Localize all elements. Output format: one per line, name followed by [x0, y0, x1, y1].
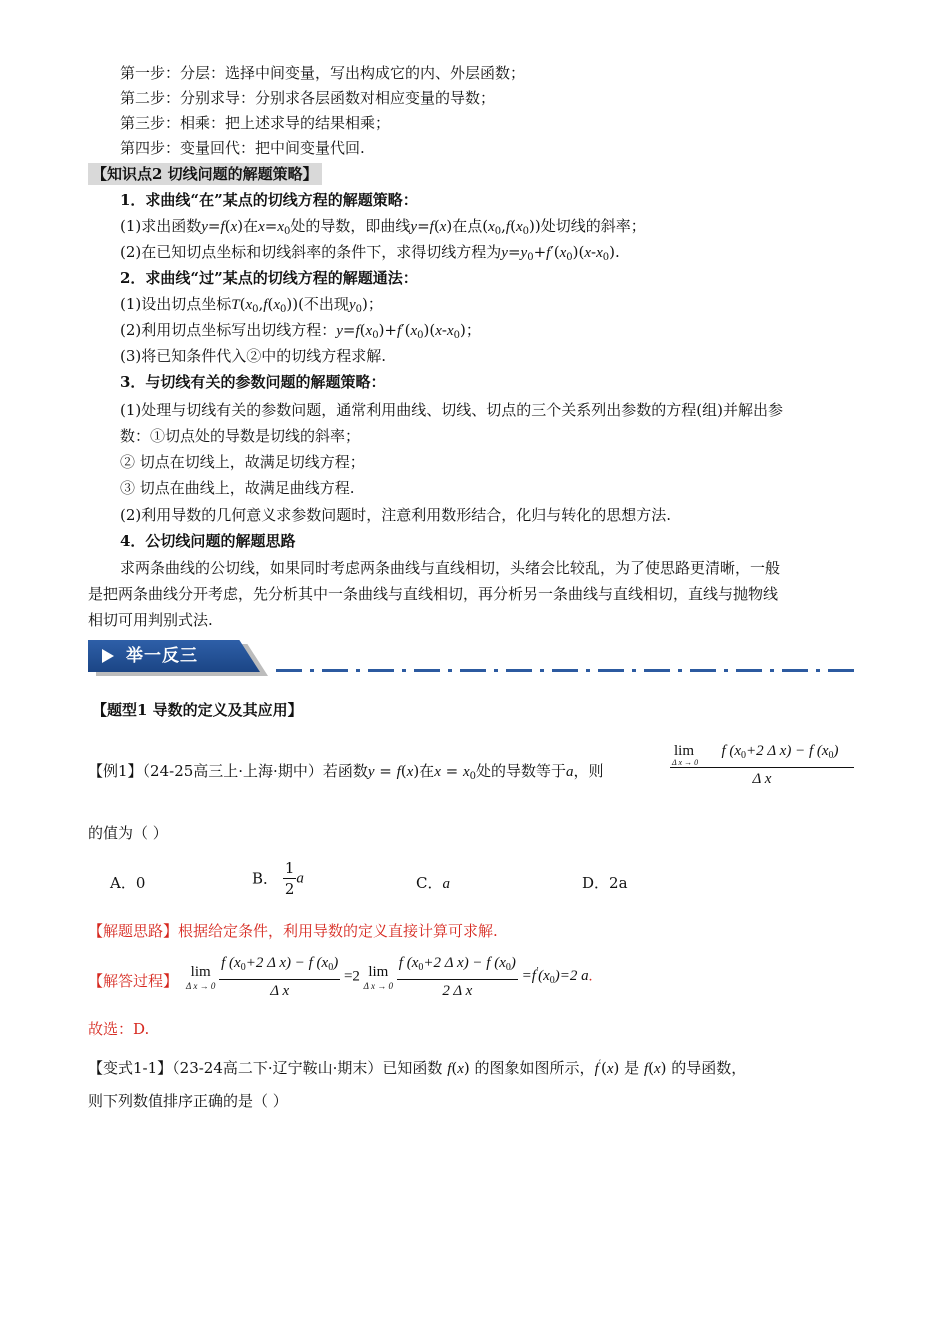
variant-1-1-stem-line-2: 则下列数值排序正确的是（ ）: [88, 1092, 288, 1110]
option-d[interactable]: D．2a: [582, 874, 628, 892]
answer: 故选：D.: [88, 1020, 150, 1038]
example-1-limit-expression: lim Δ x → 0 f ($x_0+2$ Δ x) − f $(x_0)$ Δ x: [670, 740, 854, 790]
example-1-stem: 【例1】（24-25高三上·上海·期中）若函数y = f(x)在$x = x_0$处的导数等于a，则: [88, 762, 604, 782]
example-1-stem-end: 的值为（ ）: [88, 824, 168, 842]
section-2-line-3: (3)将已知条件代入②中的切线方程求解.: [120, 347, 387, 365]
banner-dash-divider: [276, 669, 860, 672]
section-3-title: 3．与切线有关的参数问题的解题策略：: [120, 373, 386, 391]
section-2-title: 2．求曲线“过”某点的切线方程的解题通法：: [120, 269, 418, 287]
section-3-line-4: ③ 切点在曲线上，故满足曲线方程.: [120, 479, 355, 497]
section-1-line-2: (2)在已知切点坐标和切线斜率的条件下，求得切线方程为$y=y_0+f'(x_0)(x-x_0)$.: [120, 243, 620, 263]
option-b[interactable]: B． $\frac{1}{2}$ a: [252, 859, 304, 898]
banner-title: 举一反三: [126, 646, 198, 666]
step-1: 第一步：分层：选择中间变量，写出构成它的内、外层函数；: [120, 64, 526, 82]
section-3-line-2: 数：①切点处的导数是切线的斜率；: [120, 427, 361, 445]
section-banner: [88, 640, 268, 672]
section-1-title: 1．求曲线“在”某点的切线方程的解题策略：: [120, 191, 418, 209]
section-2-line-1: (1)设出切点坐标$T(x_0,f(x_0))$(不出现$y_0$)；: [120, 295, 383, 315]
section-3-line-5: (2)利用导数的几何意义求参数问题时，注意利用数形结合，化归与转化的思想方法.: [120, 506, 672, 524]
section-3-line-1: (1)处理与切线有关的参数问题，通常利用曲线、切线、切点的三个关系列出参数的方程(组)并解出参: [120, 401, 783, 419]
step-3: 第三步：相乘：把上述求导的结果相乘；: [120, 114, 391, 132]
section-4-para-line-1: 求两条曲线的公切线，如果同时考虑两条曲线与直线相切，头绪会比较乱，为了使思路更清晰，一般: [120, 559, 781, 577]
section-4-para-line-3: 相切可用判别式法.: [88, 611, 213, 629]
section-3-line-3: ② 切点在切线上，故满足切线方程；: [120, 453, 365, 471]
section-4-title: 4．公切线问题的解题思路: [120, 532, 296, 550]
step-2: 第二步：分别求导：分别求各层函数对相应变量的导数；: [120, 89, 496, 107]
section-2-line-2: (2)利用切点坐标写出切线方程：$y=f(x_0)+f'(x_0)(x-x_0)$；: [120, 321, 481, 341]
solution-process-expression: lim Δ x → 0 $\frac{f (x_0+2 \Delta x) - f (x_0)}{\text{Δ x}}$ =2 lim Δ x → 0 $\frac{f (x_0+2 \Delta x) - f (x_0)}{\text{2 Δ x}}$ $=f'(x_0)=2$ a.: [186, 952, 592, 1002]
option-c[interactable]: C．a: [416, 874, 450, 892]
solution-idea: 【解题思路】根据给定条件，利用导数的定义直接计算可求解.: [88, 922, 498, 940]
option-a[interactable]: A．0: [110, 874, 146, 892]
section-4-para-line-2: 是把两条曲线分开考虑，先分析其中一条曲线与直线相切，再分析另一条曲线与直线相切，直线与抛物线: [88, 585, 779, 603]
question-type-1-label: 【题型1 导数的定义及其应用】: [92, 701, 303, 719]
step-4: 第四步：变量回代：把中间变量代回.: [120, 139, 365, 157]
solution-process-label: 【解答过程】: [88, 972, 179, 990]
play-arrow-icon: [102, 649, 114, 663]
variant-1-1-stem: 【变式1-1】（23-24高二下·辽宁鞍山·期末）已知函数 f(x) 的图象如图所示，f′(x) 是 f(x) 的导函数，: [88, 1059, 747, 1077]
knowledge-point-2-label: 【知识点2 切线问题的解题策略】: [88, 163, 322, 185]
section-1-line-1: (1)求出函数y=f(x)在$x=x_0$处的导数，即曲线y=f(x)在点$(x_0,f(x_0))$处切线的斜率；: [120, 217, 646, 237]
